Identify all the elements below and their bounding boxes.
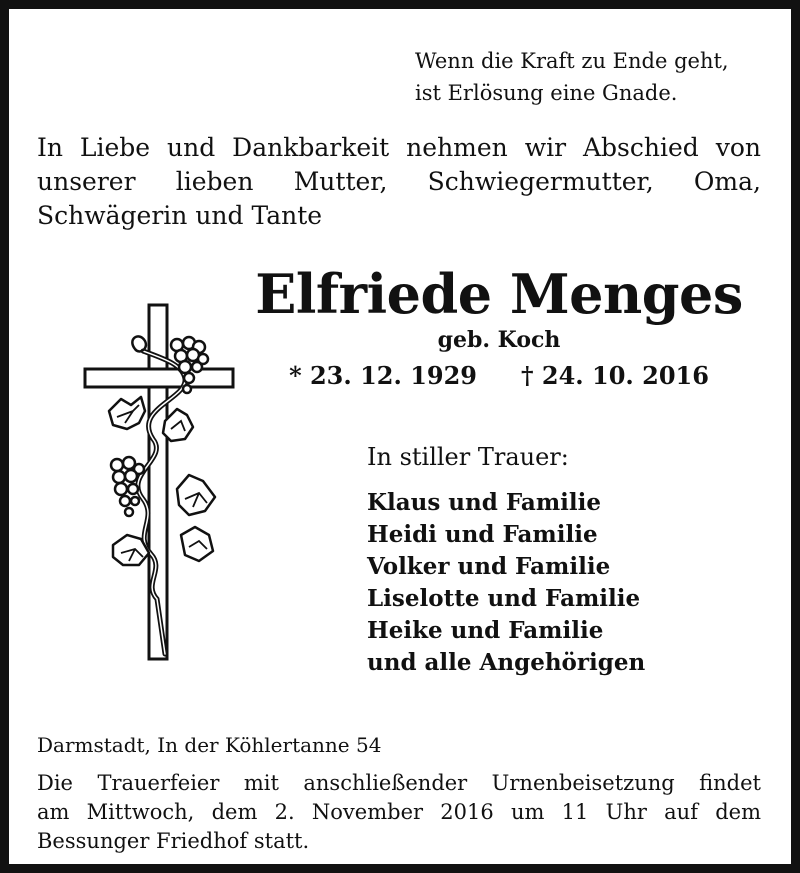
intro-line-1: In Liebe und Dankbarkeit nehmen wir Abschied von — [37, 133, 761, 162]
address: Darmstadt, In der Köhlertanne 54 — [37, 733, 382, 757]
mourner-entry: Heike und Familie — [367, 617, 604, 644]
intro-line-3: Schwägerin und Tante — [37, 201, 323, 230]
birth-date: * 23. 12. 1929 — [289, 361, 477, 390]
intro-line-2: unserer lieben Mutter, Schwiegermutter, Oma, — [37, 167, 761, 196]
motto-line-1: Wenn die Kraft zu Ende geht, — [415, 49, 729, 73]
life-dates — [209, 359, 789, 393]
mourner-entry: und alle Angehörigen — [367, 649, 646, 676]
mourner-entry: Heidi und Familie — [367, 521, 598, 548]
mourner-entry: Liselotte und Familie — [367, 585, 641, 612]
mourners-heading: In stiller Trauer: — [367, 443, 569, 471]
motto-line-2: ist Erlösung eine Gnade. — [415, 81, 678, 105]
intro-text — [37, 131, 761, 233]
funeral-info — [37, 769, 761, 856]
funeral-line-2: am Mittwoch, dem 2. November 2016 um 11 Uhr auf dem — [37, 800, 761, 824]
mourners-list — [367, 487, 645, 679]
funeral-line-3: Bessunger Friedhof statt. — [37, 829, 310, 853]
death-date: † 24. 10. 2016 — [521, 361, 709, 390]
mourner-entry: Klaus und Familie — [367, 489, 601, 516]
birth-name: geb. Koch — [437, 327, 561, 353]
deceased-name: Elfriede Menges — [255, 262, 743, 326]
funeral-line-1: Die Trauerfeier mit anschließender Urnenbeisetzung findet — [37, 771, 761, 795]
motto — [415, 45, 775, 109]
mourner-entry: Volker und Familie — [367, 553, 611, 580]
